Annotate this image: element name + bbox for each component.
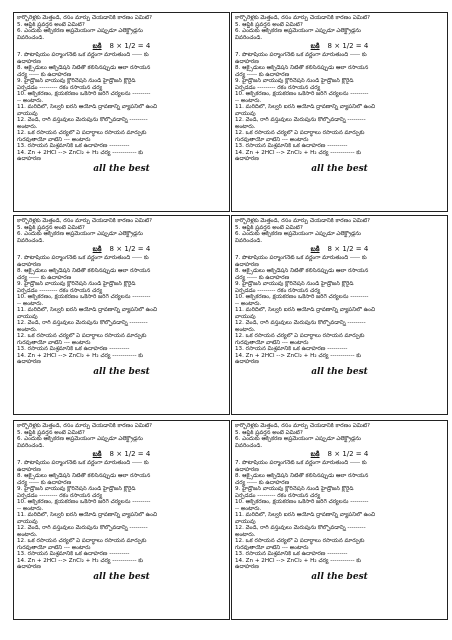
question-line: 5. ఆప్టిక్ ప్రవర్తన అంటే ఏమిటి? (17, 21, 85, 28)
question-line: 10. ఆక్సీకరణం, క్షయకరణం ఒకేసారి జరిగే చర్యలను --------- (235, 294, 369, 300)
question-line: కార్బొరేళ్లకు మెత్తండి, రసం మార్పు చేయడానికి కారణం ఏమిటి? (235, 218, 371, 224)
worksheet-card (13, 215, 230, 415)
question-line: 7. పొటాషియం పర్మాంగనేట్ ఒక వర్ణంగా మారుతుంది ----- కు (235, 460, 367, 466)
question-line: 9. హైడ్రోజన్ వాయువు క్లోరినేషన్ నుండి హైడ్రోజన్ క్లోరైడ్ (235, 78, 354, 84)
section-label: బకి (310, 450, 320, 458)
all-the-best-note: all the best (93, 366, 150, 377)
question-line: ఉదాహరణ (235, 564, 259, 570)
question-line: 8. ఆక్సైడులు ఆక్సిడేషన్ నీటితో కలిసినప్పుడు ఆలా రసాయన (235, 473, 369, 479)
question-line: 12. వెండి, రాగి వస్తువులు మెరుపును కోల్పోవడాన్ని --------- (235, 117, 366, 123)
question-line: వాయువు (235, 110, 256, 117)
question-line: ఉదాహరణ (17, 466, 41, 473)
question-line: ఉదాహరణ (235, 261, 259, 268)
question-line: 14. Zn + 2HCl --> ZnCl₂ + H₂ చర్య ------------ కు (235, 352, 362, 359)
question-line: 9. హైడ్రోజన్ వాయువు క్లోరినేషన్ నుండి హైడ్రోజన్ క్లోరైడ్ (17, 281, 136, 287)
question-line: 12. వెండి, రాగి వస్తువులు మెరుపును కోల్పోవడాన్ని --------- (235, 320, 366, 326)
question-line: చర్య ----- కు ఉదాహరణ (235, 274, 290, 281)
question-line: 11. మరిదిలో, సిల్వర్ ఐరన్ ఆయోడ్ ద్రావణాన్ని వ్యాపనిలో ఉంచి (17, 307, 158, 313)
question-line: కార్బొరేళ్లకు మెత్తండి, రసం మార్పు చేయడానికి కారణం ఏమిటి? (17, 218, 153, 224)
question-line: 14. Zn + 2HCl --> ZnCl₂ + H₂ చర్య ------------ కు (17, 352, 144, 359)
question-line: ఏర్పడడం --------- రకం రసాయన చర్య (17, 84, 103, 91)
question-line: 8. ఆక్సైడులు ఆక్సిడేషన్ నీటితో కలిసినప్పుడు ఆలా రసాయన (17, 65, 151, 71)
question-line: 5. ఆప్టిక్ ప్రవర్తన అంటే ఏమిటి? (17, 429, 85, 436)
question-line: గురవుతాయో వాటిని --- అంటారు (235, 339, 309, 346)
question-line: ఉదాహరణ (235, 156, 259, 162)
question-line: 12. ఒక రసాయన చర్యలో ఏ పదార్థాలు రసాయన మార్పుకు (17, 333, 147, 339)
question-line: 14. Zn + 2HCl --> ZnCl₂ + H₂ చర్య ------------ కు (235, 149, 362, 156)
question-line: గురవుతాయో వాటిని --- అంటారు (17, 339, 91, 346)
question-line: 10. ఆక్సీకరణం, క్షయకరణం ఒకేసారి జరిగే చర్యలను --------- (17, 294, 151, 300)
question-line: 6. ఎందుకు ఆక్సీకరణ అప్రమేయంగా ఎప్పుడూ ఎలెక్ట్రోడ్లను (235, 231, 361, 237)
question-line: 12. వెండి, రాగి వస్తువులు మెరుపును కోల్పోవడాన్ని --------- (17, 320, 148, 326)
section-header (17, 245, 226, 254)
question-line: ఉదాహరణ (17, 359, 41, 365)
section-marks: 8 × 1/2 = 4 (327, 245, 369, 253)
question-line: 12. ఒక రసాయన చర్యలో ఏ పదార్థాలు రసాయన మార్పుకు (17, 130, 147, 136)
question-line: 7. పొటాషియం పర్మాంగనేట్ ఒక వర్ణంగా మారుతుంది ----- కు (17, 52, 149, 58)
question-line: -- అంటారు. (235, 505, 262, 512)
section-marks: 8 × 1/2 = 4 (109, 42, 151, 50)
question-line: వివరించండి. (17, 34, 45, 41)
question-line: చర్య ----- కు ఉదాహరణ (17, 479, 72, 486)
question-line: వివరించండి. (17, 237, 45, 244)
question-line: 10. ఆక్సీకరణం, క్షయకరణం ఒకేసారి జరిగే చర్యలను --------- (235, 91, 369, 97)
all-the-best-note: all the best (93, 571, 150, 582)
question-line: 11. మరిదిలో, సిల్వర్ ఐరన్ ఆయోడ్ ద్రావణాన్ని వ్యాపనిలో ఉంచి (235, 104, 376, 110)
question-line: ఏర్పడడం --------- రకం రసాయన చర్య (235, 287, 321, 294)
question-line: 12. వెండి, రాగి వస్తువులు మెరుపును కోల్పోవడాన్ని --------- (17, 117, 148, 123)
question-line: గురవుతాయో వాటిని --- అంటారు (17, 544, 91, 551)
question-line: కార్బొరేళ్లకు మెత్తండి, రసం మార్పు చేయడానికి కారణం ఏమిటి? (17, 15, 153, 21)
worksheet-card (13, 12, 230, 212)
question-line: ఉదాహరణ (235, 359, 259, 365)
question-line: 5. ఆప్టిక్ ప్రవర్తన అంటే ఏమిటి? (17, 224, 85, 231)
question-line: చర్య ----- కు ఉదాహరణ (17, 274, 72, 281)
section-marks: 8 × 1/2 = 4 (109, 245, 151, 253)
question-line: గురవుతాయో వాటిని --- అంటారు (235, 136, 309, 143)
question-line: 13. రసాయన మిశ్రమానికి ఒక ఉదాహరణ ---------- (235, 143, 348, 149)
question-line: 13. రసాయన మిశ్రమానికి ఒక ఉదాహరణ ---------- (235, 551, 348, 557)
question-line: ఉదాహరణ (235, 466, 259, 473)
question-line: 6. ఎందుకు ఆక్సీకరణ అప్రమేయంగా ఎప్పుడూ ఎలెక్ట్రోడ్లను (235, 436, 361, 442)
question-line: 11. మరిదిలో, సిల్వర్ ఐరన్ ఆయోడ్ ద్రావణాన్ని వ్యాపనిలో ఉంచి (17, 512, 158, 518)
question-line: 12. ఒక రసాయన చర్యలో ఏ పదార్థాలు రసాయన మార్పుకు (235, 333, 365, 339)
question-line: వాయువు (235, 313, 256, 320)
question-line: 13. రసాయన మిశ్రమానికి ఒక ఉదాహరణ ---------- (17, 551, 130, 557)
question-line: 6. ఎందుకు ఆక్సీకరణ అప్రమేయంగా ఎప్పుడూ ఎలెక్ట్రోడ్లను (17, 436, 143, 442)
question-line: 11. మరిదిలో, సిల్వర్ ఐరన్ ఆయోడ్ ద్రావణాన్ని వ్యాపనిలో ఉంచి (235, 307, 376, 313)
question-line: అంటారు. (17, 531, 38, 538)
question-line: 14. Zn + 2HCl --> ZnCl₂ + H₂ చర్య ------------ కు (17, 557, 144, 564)
question-line: 6. ఎందుకు ఆక్సీకరణ అప్రమేయంగా ఎప్పుడూ ఎలెక్ట్రోడ్లను (17, 28, 143, 34)
question-line: 14. Zn + 2HCl --> ZnCl₂ + H₂ చర్య ------------ కు (17, 149, 144, 156)
question-line: గురవుతాయో వాటిని --- అంటారు (17, 136, 91, 143)
section-header (235, 245, 444, 254)
all-the-best-note: all the best (311, 366, 368, 377)
question-line: 11. మరిదిలో, సిల్వర్ ఐరన్ ఆయోడ్ ద్రావణాన్ని వ్యాపనిలో ఉంచి (17, 104, 158, 110)
question-line: వివరించండి. (235, 442, 263, 449)
question-line: 13. రసాయన మిశ్రమానికి ఒక ఉదాహరణ ---------- (235, 346, 348, 352)
question-line: ఏర్పడడం --------- రకం రసాయన చర్య (235, 492, 321, 499)
question-line: 8. ఆక్సైడులు ఆక్సిడేషన్ నీటితో కలిసినప్పుడు ఆలా రసాయన (17, 473, 151, 479)
question-line: అంటారు. (235, 123, 256, 130)
section-label: బకి (92, 245, 102, 253)
question-line: 10. ఆక్సీకరణం, క్షయకరణం ఒకేసారి జరిగే చర్యలను --------- (235, 499, 369, 505)
question-line: 14. Zn + 2HCl --> ZnCl₂ + H₂ చర్య ------------ కు (235, 557, 362, 564)
question-line: ఉదాహరణ (17, 156, 41, 162)
question-line: ఏర్పడడం --------- రకం రసాయన చర్య (17, 492, 103, 499)
question-line: 12. ఒక రసాయన చర్యలో ఏ పదార్థాలు రసాయన మార్పుకు (235, 130, 365, 136)
question-line: 13. రసాయన మిశ్రమానికి ఒక ఉదాహరణ ---------- (17, 346, 130, 352)
worksheet-card (13, 420, 230, 620)
question-line: 13. రసాయన మిశ్రమానికి ఒక ఉదాహరణ ---------- (17, 143, 130, 149)
question-line: అంటారు. (235, 326, 256, 333)
question-line: కార్బొరేళ్లకు మెత్తండి, రసం మార్పు చేయడానికి కారణం ఏమిటి? (235, 15, 371, 21)
question-line: చర్య ----- కు ఉదాహరణ (235, 479, 290, 486)
question-line: 5. ఆప్టిక్ ప్రవర్తన అంటే ఏమిటి? (235, 224, 303, 231)
question-line: ఏర్పడడం --------- రకం రసాయన చర్య (235, 84, 321, 91)
question-line: 7. పొటాషియం పర్మాంగనేట్ ఒక వర్ణంగా మారుతుంది ----- కు (235, 52, 367, 58)
question-line: చర్య ----- కు ఉదాహరణ (17, 71, 72, 78)
section-label: బకి (310, 245, 320, 253)
question-line: 5. ఆప్టిక్ ప్రవర్తన అంటే ఏమిటి? (235, 429, 303, 436)
question-line: వివరించండి. (17, 442, 45, 449)
section-marks: 8 × 1/2 = 4 (109, 450, 151, 458)
question-line: 9. హైడ్రోజన్ వాయువు క్లోరినేషన్ నుండి హైడ్రోజన్ క్లోరైడ్ (235, 486, 354, 492)
section-header (17, 450, 226, 459)
question-line: వాయువు (17, 110, 38, 117)
question-line: 12. వెండి, రాగి వస్తువులు మెరుపును కోల్పోవడాన్ని --------- (17, 525, 148, 531)
question-line: -- అంటారు. (17, 505, 44, 512)
section-header (235, 450, 444, 459)
section-label: బకి (310, 42, 320, 50)
question-line: 6. ఎందుకు ఆక్సీకరణ అప్రమేయంగా ఎప్పుడూ ఎలెక్ట్రోడ్లను (235, 28, 361, 34)
question-line: 8. ఆక్సైడులు ఆక్సిడేషన్ నీటితో కలిసినప్పుడు ఆలా రసాయన (17, 268, 151, 274)
question-line: 10. ఆక్సీకరణం, క్షయకరణం ఒకేసారి జరిగే చర్యలను --------- (17, 499, 151, 505)
question-line: -- అంటారు. (17, 300, 44, 307)
question-line: 12. వెండి, రాగి వస్తువులు మెరుపును కోల్పోవడాన్ని --------- (235, 525, 366, 531)
section-marks: 8 × 1/2 = 4 (327, 450, 369, 458)
question-line: వివరించండి. (235, 34, 263, 41)
question-line: ఉదాహరణ (235, 58, 259, 65)
question-line: 5. ఆప్టిక్ ప్రవర్తన అంటే ఏమిటి? (235, 21, 303, 28)
question-line: 6. ఎందుకు ఆక్సీకరణ అప్రమేయంగా ఎప్పుడూ ఎలెక్ట్రోడ్లను (17, 231, 143, 237)
question-line: 9. హైడ్రోజన్ వాయువు క్లోరినేషన్ నుండి హైడ్రోజన్ క్లోరైడ్ (235, 281, 354, 287)
question-line: 12. ఒక రసాయన చర్యలో ఏ పదార్థాలు రసాయన మార్పుకు (17, 538, 147, 544)
question-line: -- అంటారు. (17, 97, 44, 104)
worksheet-card (231, 12, 448, 212)
worksheet-card (231, 420, 448, 620)
question-line: 7. పొటాషియం పర్మాంగనేట్ ఒక వర్ణంగా మారుతుంది ----- కు (17, 460, 149, 466)
question-line: 8. ఆక్సైడులు ఆక్సిడేషన్ నీటితో కలిసినప్పుడు ఆలా రసాయన (235, 268, 369, 274)
question-line: అంటారు. (17, 123, 38, 130)
all-the-best-note: all the best (311, 571, 368, 582)
all-the-best-note: all the best (311, 163, 368, 174)
section-header (235, 42, 444, 51)
question-line: చర్య ----- కు ఉదాహరణ (235, 71, 290, 78)
question-line: ఏర్పడడం --------- రకం రసాయన చర్య (17, 287, 103, 294)
question-line: ఉదాహరణ (17, 58, 41, 65)
question-line: 11. మరిదిలో, సిల్వర్ ఐరన్ ఆయోడ్ ద్రావణాన్ని వ్యాపనిలో ఉంచి (235, 512, 376, 518)
question-line: 9. హైడ్రోజన్ వాయువు క్లోరినేషన్ నుండి హైడ్రోజన్ క్లోరైడ్ (17, 78, 136, 84)
question-line: 12. ఒక రసాయన చర్యలో ఏ పదార్థాలు రసాయన మార్పుకు (235, 538, 365, 544)
question-line: అంటారు. (235, 531, 256, 538)
section-label: బకి (92, 42, 102, 50)
question-line: కార్బొరేళ్లకు మెత్తండి, రసం మార్పు చేయడానికి కారణం ఏమిటి? (235, 423, 371, 429)
question-line: గురవుతాయో వాటిని --- అంటారు (235, 544, 309, 551)
all-the-best-note: all the best (93, 163, 150, 174)
question-line: ఉదాహరణ (17, 564, 41, 570)
question-line: కార్బొరేళ్లకు మెత్తండి, రసం మార్పు చేయడానికి కారణం ఏమిటి? (17, 423, 153, 429)
section-header (17, 42, 226, 51)
question-line: 8. ఆక్సైడులు ఆక్సిడేషన్ నీటితో కలిసినప్పుడు ఆలా రసాయన (235, 65, 369, 71)
section-marks: 8 × 1/2 = 4 (327, 42, 369, 50)
worksheet-card (231, 215, 448, 415)
question-line: 7. పొటాషియం పర్మాంగనేట్ ఒక వర్ణంగా మారుతుంది ----- కు (17, 255, 149, 261)
question-line: వాయువు (235, 518, 256, 525)
question-line: అంటారు. (17, 326, 38, 333)
question-line: ఉదాహరణ (17, 261, 41, 268)
question-line: వివరించండి. (235, 237, 263, 244)
question-line: -- అంటారు. (235, 300, 262, 307)
question-line: వాయువు (17, 313, 38, 320)
question-line: 9. హైడ్రోజన్ వాయువు క్లోరినేషన్ నుండి హైడ్రోజన్ క్లోరైడ్ (17, 486, 136, 492)
question-line: 7. పొటాషియం పర్మాంగనేట్ ఒక వర్ణంగా మారుతుంది ----- కు (235, 255, 367, 261)
question-line: వాయువు (17, 518, 38, 525)
section-label: బకి (92, 450, 102, 458)
question-line: -- అంటారు. (235, 97, 262, 104)
question-line: 10. ఆక్సీకరణం, క్షయకరణం ఒకేసారి జరిగే చర్యలను --------- (17, 91, 151, 97)
